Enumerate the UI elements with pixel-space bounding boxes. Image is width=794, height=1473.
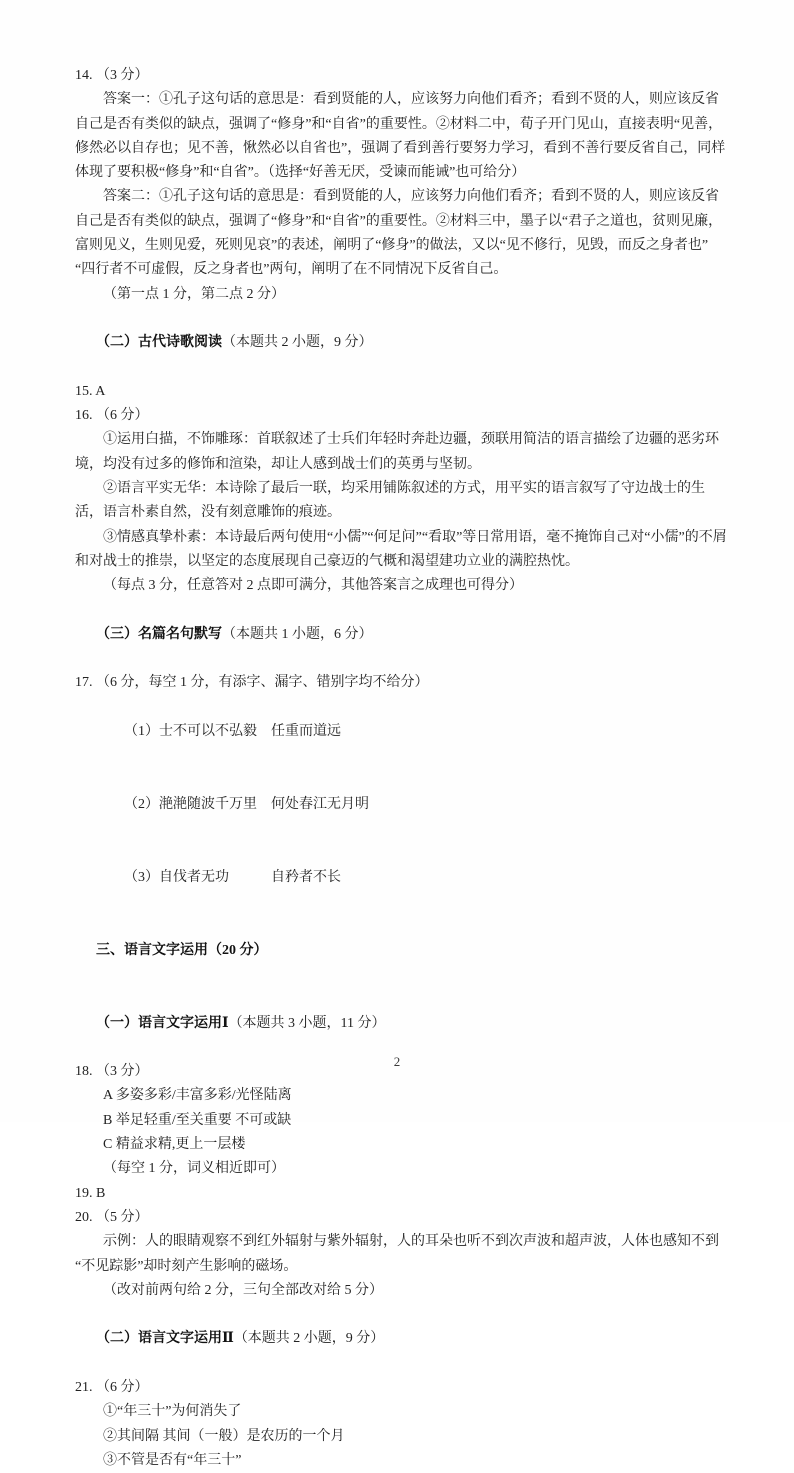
q16-point3: ③情感真挚朴素：本诗最后两句使用“小儒”“何足问”“看取”等日常用语，毫不掩饰自己对“小儒”的不屑和对战士的推崇，以坚定的态度展现自己豪迈的气概和渴望建功立业的满腔热忱。 [75,529,727,569]
q16-scoring-note: （每点 3 分，任意答对 2 点即可满分，其他答案言之成理也可得分） [103,578,523,594]
q17-blank1 [75,696,728,769]
section-dictation-meta: （本题共 1 小题，6 分） [222,626,373,642]
q14-answer1: 答案一：①孔子这句话的意思是：看到贤能的人，应该努力向他们看齐；看到不贤的人，则应该反省自己是否有类似的缺点，强调了“修身”和“自省”的重要性。②材料二中，荀子开门见山，直接表明“见善，修然必以自存也；见不善，愀然必以自省也”，强调了看到善行要努力学习，看到不善行要反省自己，同样体现了要积极“修身”和“自省”。（选择“好善无厌，受谏而能诫”也可给分） [75,92,726,181]
q14-score: 14. （3 分） [75,68,149,83]
q18-option-b: B 举足轻重/至关重要 不可或缺 [103,1112,292,1128]
q17-blank1-first: （1）士不可以不弘毅 [124,724,257,740]
q21-point2: ②其间隔 其间（一般）是农历的一个月 [103,1428,345,1444]
q17-blank1-second: 任重而道远 [271,724,341,740]
q17-blank2-first: （2）滟滟随波千万里 [124,796,257,812]
section-poetry-title: （二）古代诗歌阅读 [96,335,222,351]
document-content [75,64,728,1473]
q16-point1: ①运用白描，不饰雕琢：首联叙述了士兵们年轻时奔赴边疆，颈联用简洁的语言描绘了边疆的恶劣环境，均没有过多的修饰和渲染，却让人感到战士们的英勇与坚韧。 [75,432,719,472]
q21-point1: ①“年三十”为何消失了 [103,1404,242,1420]
section3-part1-meta: （本题共 3 小题，11 分） [228,1015,386,1031]
q20-scoring-note: （改对前两句给 2 分，三句全部改对给 5 分） [103,1282,383,1298]
q21-score: 21. （6 分） [75,1380,149,1396]
q15-answer: 15. A [75,383,106,399]
q20-example: 示例：人的眼睛观察不到红外辐射与紫外辐射，人的耳朵也听不到次声波和超声波，人体也感知不到“不见踪影”却时刻产生影响的磁场。 [75,1234,719,1274]
section3-part1-title: （一）语言文字运用Ⅰ [96,1015,229,1031]
q19-answer: 19. B [75,1185,106,1201]
q14-answer2: 答案二：①孔子这句话的意思是：看到贤能的人，应该努力向他们看齐；看到不贤的人，则应该反省自己是否有类似的缺点，强调了“修身”和“自省”的重要性。②材料三中，墨子以“君子之道也，贫则见廉，富则见义，生则见爱，死则见哀”的表述，阐明了“修身”的做法，又以“见不修行，见毁，而反之身者也”“四行者不可虚假，反之身者也”两句，阐明了在不同情况下反省自己。 [75,189,723,278]
page-number: 2 [393,1054,401,1069]
section3-header [75,914,728,987]
section3-part2-meta: （本题共 2 小题，9 分） [233,1331,385,1347]
section-poetry-meta: （本题共 2 小题，9 分） [222,335,373,351]
q16-score: 16. （6 分） [75,408,149,424]
q17-score: 17. （6 分，每空 1 分，有添字、漏字、错别字均不给分） [75,675,429,691]
section3-title: 三、语言文字运用（20 分） [96,942,268,958]
section3-part1-header [75,987,728,1060]
section-dictation-title: （三）名篇名句默写 [96,626,222,642]
q17-blank3-second: 自矜者不长 [271,869,341,885]
q20-score: 20. （5 分） [75,1209,149,1225]
section-poetry-header [75,307,728,380]
q21-point3: ③不管是否有“年三十” [103,1452,242,1468]
q17-blank3-first: （3）自伐者无功 [124,869,229,885]
section-dictation-header [75,599,728,672]
section3-part2-header [75,1303,728,1376]
q16-point2: ②语言平实无华：本诗除了最后一联，均采用铺陈叙述的方式，用平实的语言叙写了守边战士的生活，语言朴素自然，没有刻意雕饰的痕迹。 [75,481,705,521]
q18-option-a: A 多姿多彩/丰富多彩/光怪陆离 [103,1088,292,1104]
section3-part2-title: （二）语言文字运用Ⅱ [96,1331,234,1347]
q14-scoring-note: （第一点 1 分，第二点 2 分） [103,286,285,302]
q18-scoring-note: （每空 1 分，词义相近即可） [103,1161,285,1177]
q17-blank2 [75,769,728,842]
q18-score: 18. （3 分） [75,1064,149,1080]
q17-blank3 [75,842,728,915]
q17-blank2-second: 何处春江无月明 [271,796,369,812]
q18-option-c: C 精益求精,更上一层楼 [103,1137,246,1153]
